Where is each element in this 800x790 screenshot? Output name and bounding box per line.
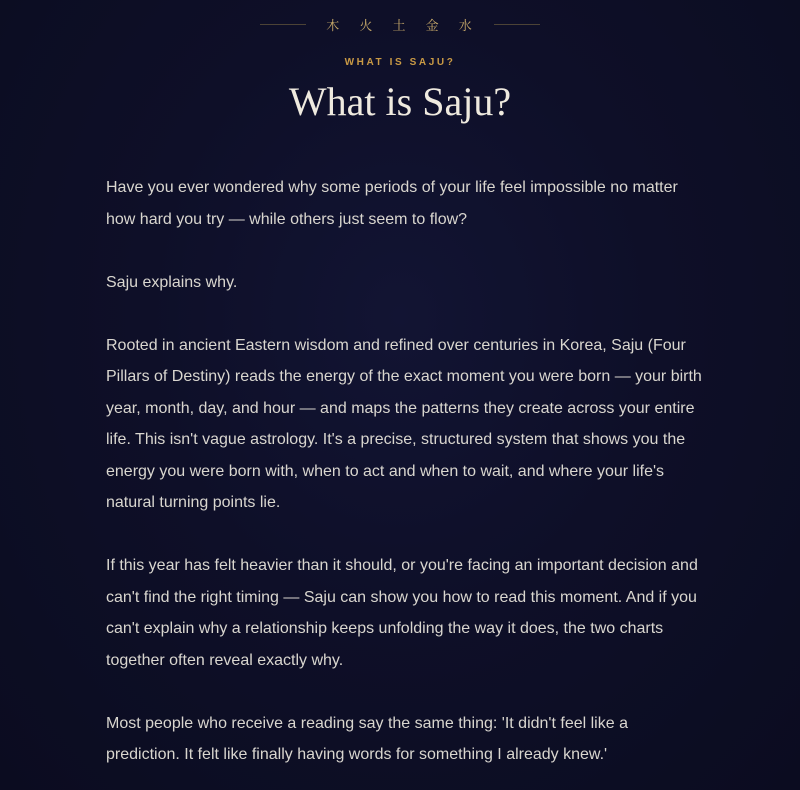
paragraph-intro: Have you ever wondered why some periods of your life feel impossible no matter how hard you try — while others just seem to flow? — [106, 179, 678, 228]
paragraph-explains: Saju explains why. — [106, 273, 238, 291]
ornament-divider-left — [260, 24, 306, 25]
paragraph-testimonial: Most people who receive a reading say the same thing: 'It didn't feel like a prediction. It felt like finally having words for something I already knew.' — [106, 714, 628, 763]
paragraph-timing: If this year has felt heavier than it should, or you're facing an important decision and can't find the right timing — Saju can show you how to read this moment. And if you can't explain why a relationship keeps unfolding the way it does, the two charts together often reveal exactly why. — [106, 557, 698, 669]
five-elements-characters: 木 火 土 金 水 — [326, 18, 480, 34]
five-elements-ornament — [0, 14, 800, 34]
section-eyebrow: WHAT IS SAJU? — [344, 57, 456, 68]
ornament-divider-right — [494, 24, 540, 25]
section-title: What is Saju? — [288, 79, 512, 124]
paragraph-origins: Rooted in ancient Eastern wisdom and refined over centuries in Korea, Saju (Four Pillars of Destiny) reads the energy of the exact moment you were born — your birth year, month, day, and hour — and maps the patterns they create across your entire life. This isn't vague astrology. It's a precise, structured system that shows you the energy you were born with, when to act and when to wait, and where your life's natural turning points lie. — [106, 336, 702, 511]
section-body — [106, 172, 702, 790]
